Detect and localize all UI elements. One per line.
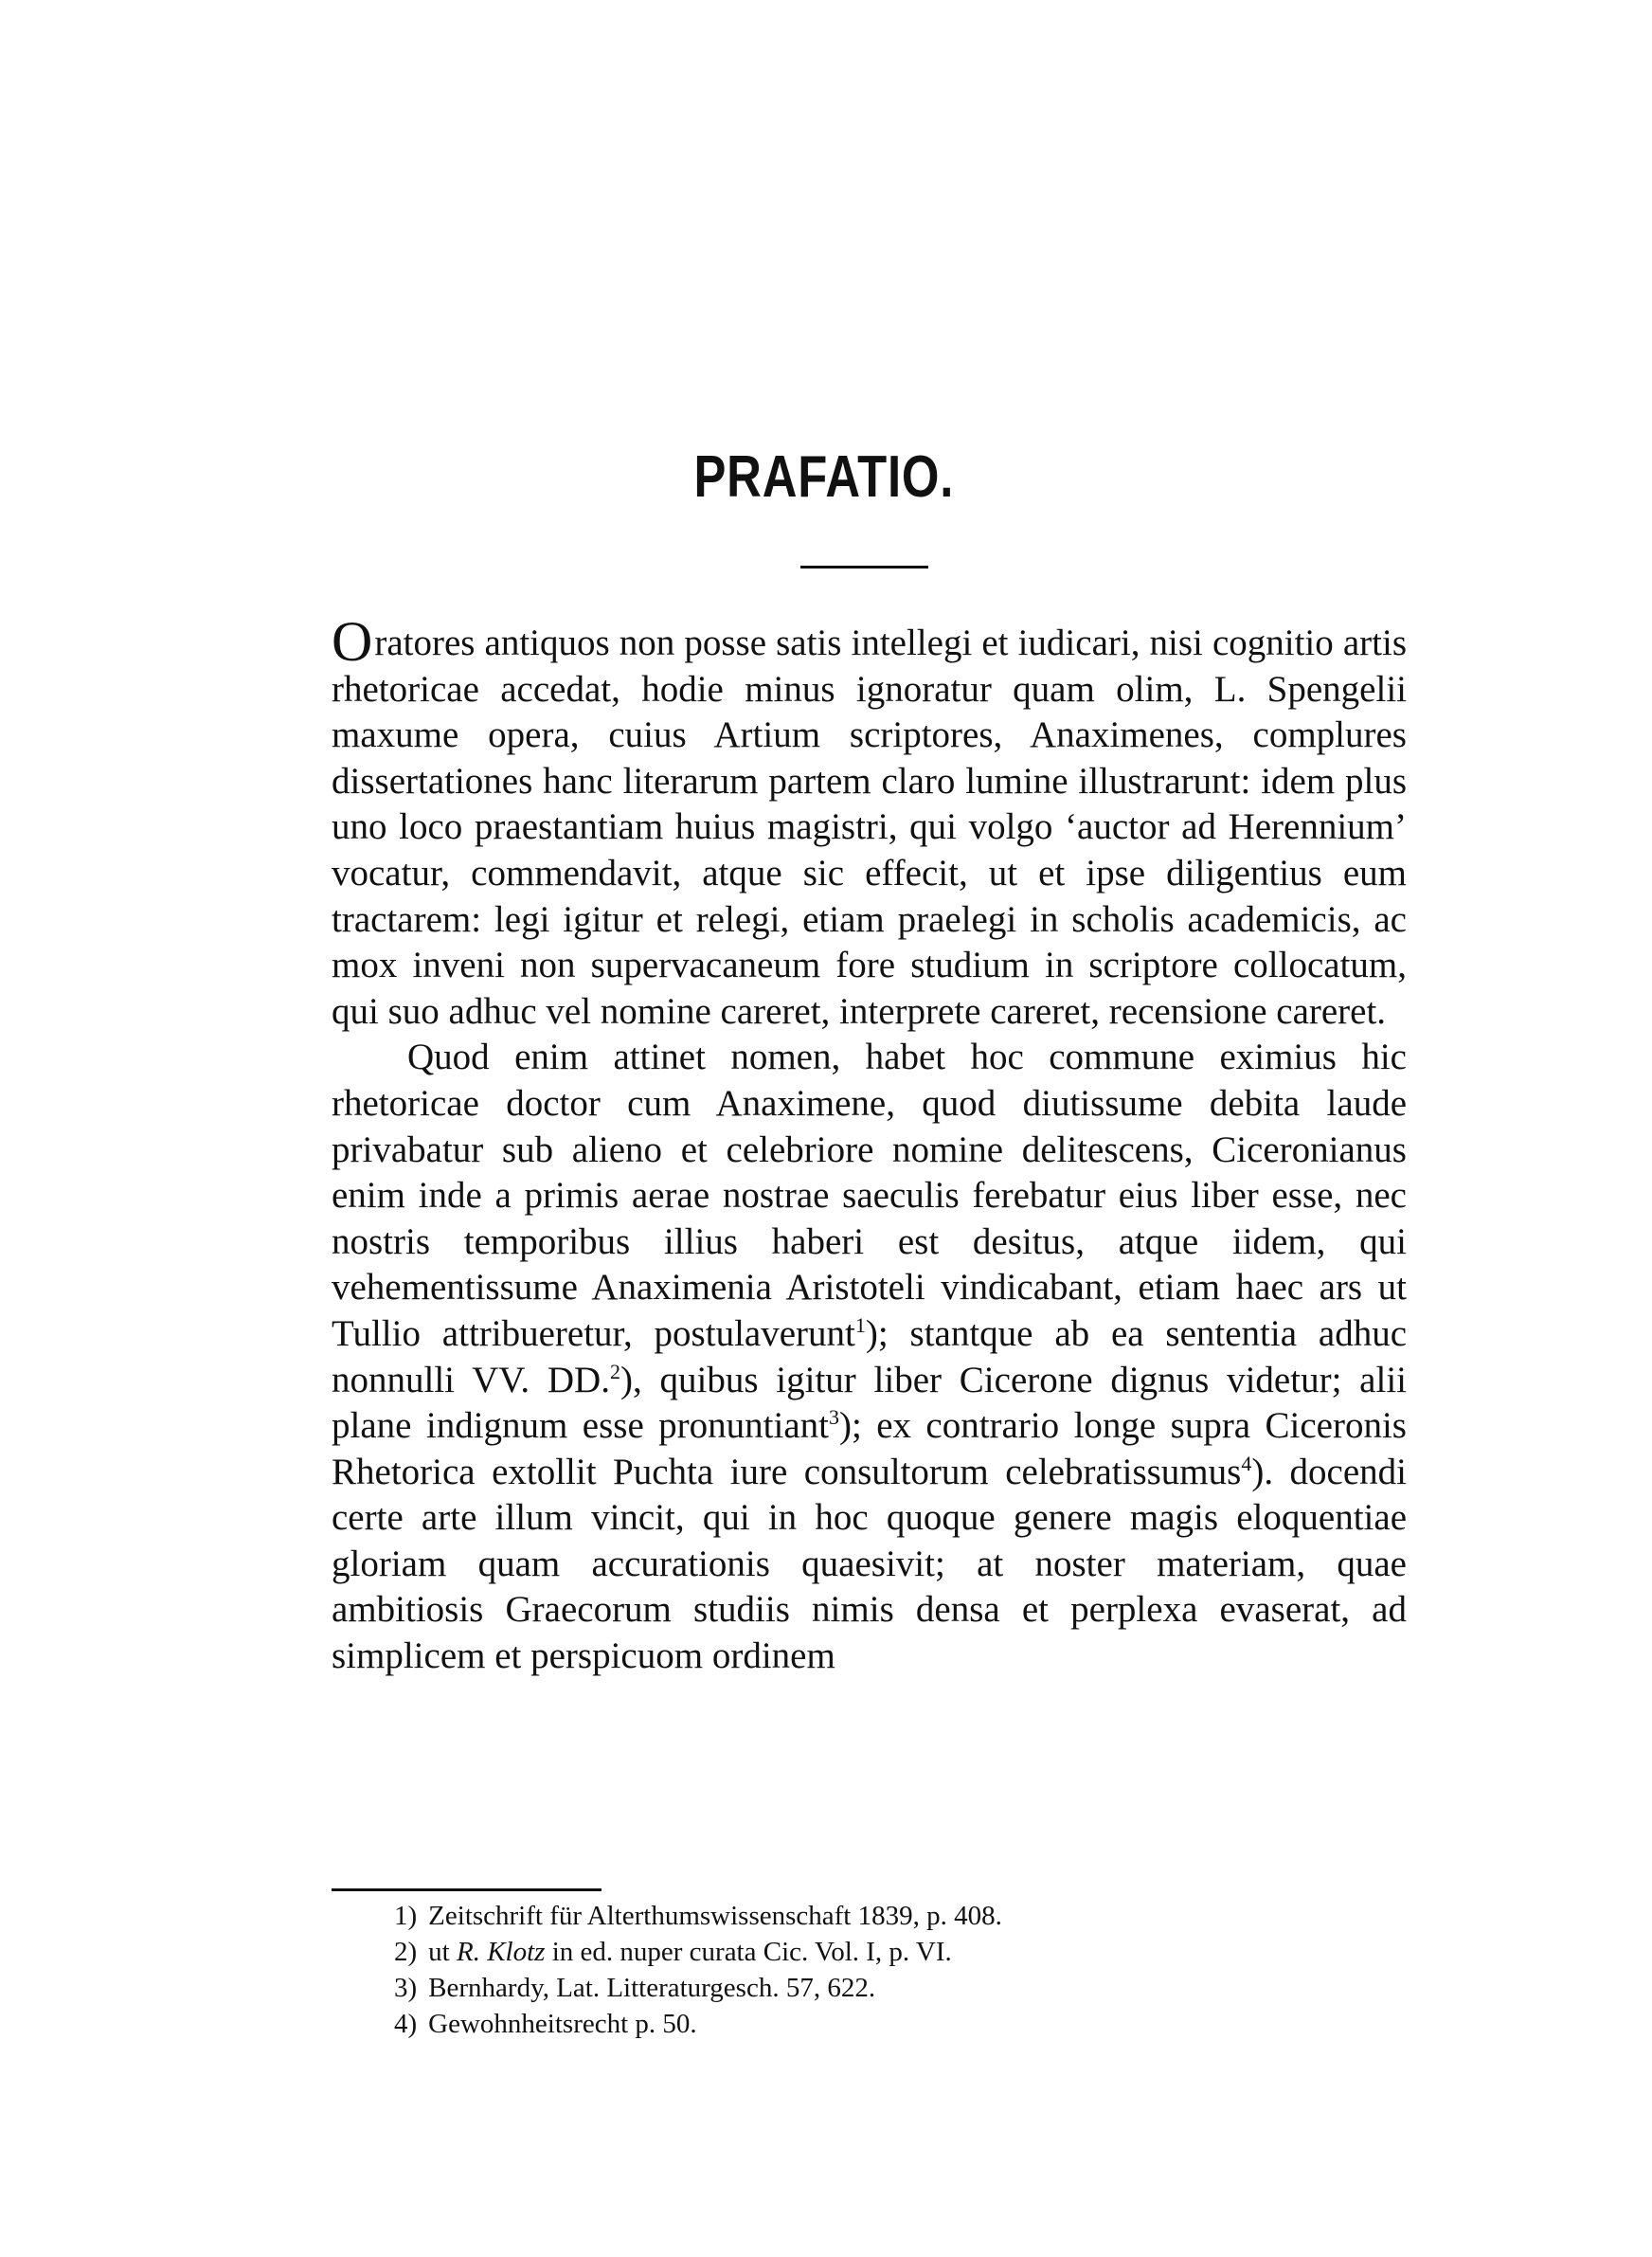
paragraph-2-part-1: Quod enim attinet nomen, habet hoc commune eximius hic rhetoricae doctor cum Anaximene, quod diutissume debita laude privabatur sub alieno et celebriore nomine delitescens, Ciceronianus enim inde a primis aerae nostrae saeculis ferebatur eius liber esse, nec nostris temporibus illius haberi est desitus, atque iidem, qui vehementissume Anaximenia Aristoteli vindicabant, etiam haec ars ut Tullio attribueretur, postulaverunt — [332, 1037, 1407, 1354]
footnote-text: Zeitschrift für Alterthumswissenschaft 1839, p. 408. — [428, 1901, 1002, 1931]
paragraph-2-part-3: ), quibus igitur liber Cicerone dignus videtur; alii plane indignum esse pronuntiant — [332, 1359, 1407, 1447]
paragraph-1 — [332, 610, 1407, 1035]
footnote-prefix: ut — [428, 1937, 457, 1967]
footnote-ref-2[interactable]: 2 — [609, 1359, 620, 1383]
dropcap-letter: O — [332, 610, 373, 673]
footnote-4 — [394, 2006, 1341, 2042]
footnote-ref-3[interactable]: 3 — [828, 1405, 839, 1430]
paragraph-2 — [332, 1035, 1407, 1679]
footnote-author: R. Klotz — [456, 1937, 546, 1967]
footnote-divider — [332, 1888, 602, 1891]
footnote-3 — [394, 1970, 1341, 2006]
footnotes — [394, 1898, 1341, 2042]
footnote-number: 4) — [394, 2009, 418, 2039]
footnote-number: 2) — [394, 1937, 418, 1967]
footnote-text: Bernhardy, Lat. Litteraturgesch. 57, 622. — [428, 1973, 876, 2003]
footnote-ref-1[interactable]: 1 — [854, 1312, 866, 1337]
footnote-1 — [394, 1898, 1341, 1934]
footnote-number: 1) — [394, 1901, 418, 1931]
footnote-text: in ed. nuper curata Cic. Vol. I, p. VI. — [545, 1937, 952, 1967]
paragraph-1-text: ratores antiquos non posse satis intellegi et iudicari, nisi cognitio artis rhetoricae accedat, hodie minus ignoratur quam olim, L. Spengelii maxume opera, cuius Artium scriptores, Anaximenes, complures dissertationes hanc literarum partem claro lumine illustrarunt: idem plus uno loco praestantiam huius magistri, qui volgo ‘auctor ad Herennium’ vocatur, commendavit, atque sic effecit, ut et ipse diligentius eum tractarem: legi igitur et relegi, etiam praelegi in scholis academicis, ac mox inveni non supervacaneum fore studium in scriptore collocatum, qui suo adhuc vel nomine careret, interprete careret, recensione careret. — [332, 623, 1407, 1032]
footnote-text: Gewohnheitsrecht p. 50. — [428, 2009, 697, 2039]
title-divider — [800, 566, 928, 569]
main-text — [332, 610, 1407, 1680]
footnote-ref-4[interactable]: 4 — [1241, 1451, 1252, 1475]
paragraph-2-part-4: ); ex contrario longe supra Ciceronis Rhetorica extollit Puchta iure consultorum celebratissumus — [332, 1405, 1407, 1492]
paragraph-2-part-2: ); stantque ab ea sententia adhuc nonnulli VV. DD. — [332, 1312, 1407, 1400]
footnote-2 — [394, 1934, 1341, 1970]
footnote-number: 3) — [394, 1973, 418, 2003]
paragraph-2-part-5: ). docendi certe arte illum vincit, qui in hoc quoque genere magis eloquentiae gloriam quam accurationis quaesivit; at noster materiam, quae ambitiosis Graecorum studiis nimis densa et perplexa evaserat, ad simplicem et perspicuom ordinem — [332, 1451, 1407, 1677]
page-title: PRAFATIO. — [693, 444, 955, 510]
